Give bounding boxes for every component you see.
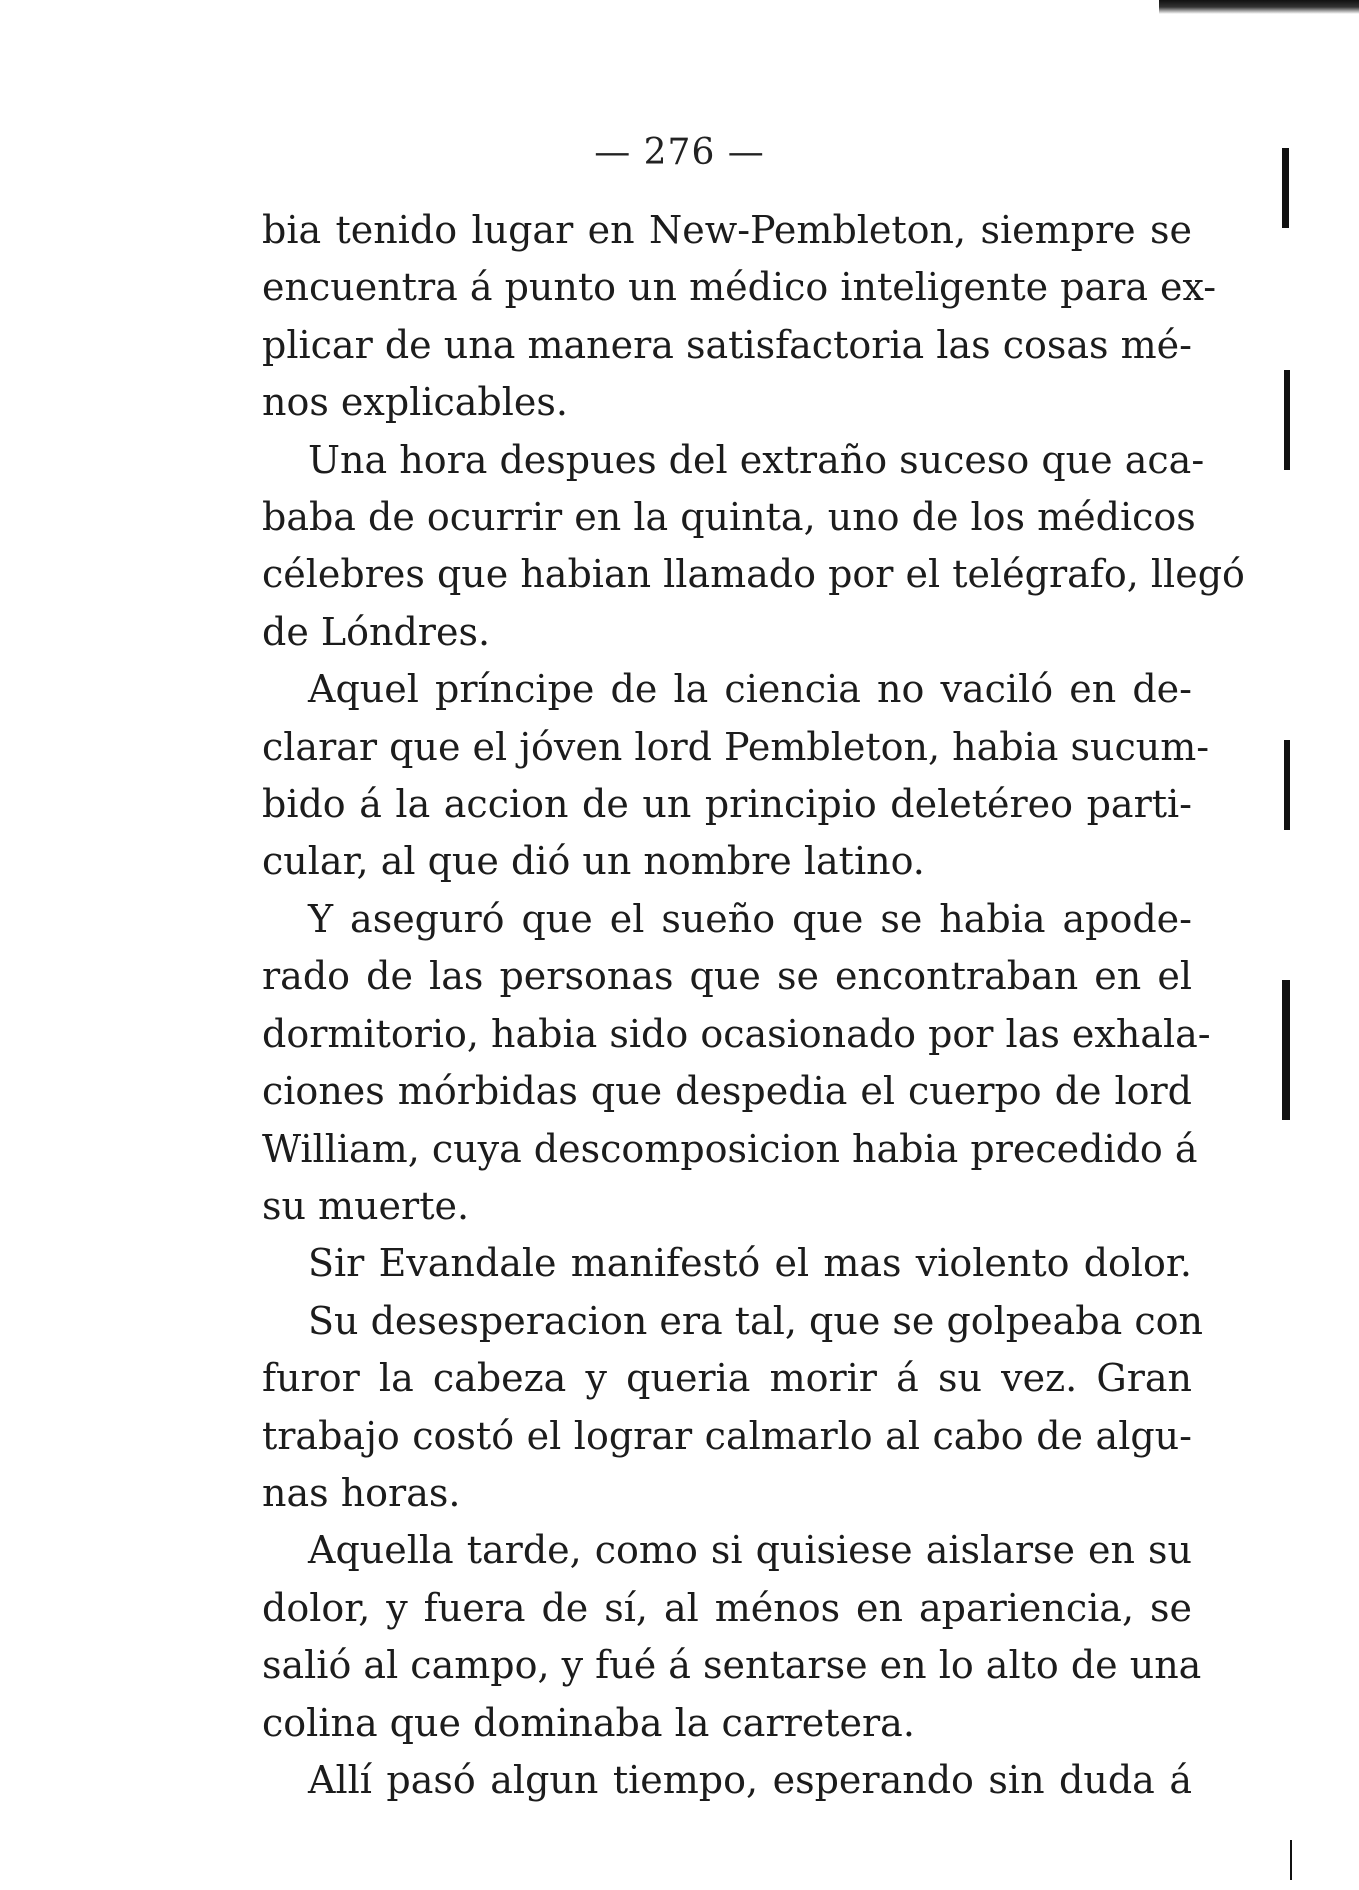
text-line: cular, al que dió un nombre latino. <box>262 839 925 884</box>
text-line: William, cuya descomposicion habia precedido á <box>262 1126 1198 1171</box>
text-line: nos explicables. <box>262 380 568 425</box>
page-number: — 276 — <box>594 132 765 173</box>
text-line: bia tenido lugar en New-Pembleton, siempre se <box>262 208 1192 252</box>
text-line: Aquella tarde, como si quisiese aislarse en su <box>308 1528 1192 1573</box>
scan-artifact <box>1290 1840 1292 1880</box>
text-line: plicar de una manera satisfactoria las cosas mé- <box>262 322 1192 367</box>
text-line: clarar que el jóven lord Pembleton, habia sucum- <box>262 724 1210 769</box>
text-line: Una hora despues del extraño suceso que aca- <box>308 437 1205 482</box>
body-text <box>262 202 1245 1809</box>
paragraph-1 <box>262 202 1217 432</box>
paragraph-8 <box>262 1752 1192 1809</box>
text-line: dormitorio, habia sido ocasionado por las exhala- <box>262 1011 1211 1056</box>
text-line: baba de ocurrir en la quinta, uno de los médicos <box>262 495 1196 540</box>
scan-edge-shadow <box>1159 0 1359 14</box>
scan-artifact <box>1284 370 1290 470</box>
text-line: Aquel príncipe de la ciencia no vaciló en de- <box>308 667 1192 712</box>
paragraph-6 <box>262 1293 1203 1523</box>
paragraph-2 <box>262 432 1245 662</box>
text-line: bido á la accion de un principio deletéreo parti- <box>262 782 1192 827</box>
text-line: encuentra á punto un médico inteligente para ex- <box>262 265 1217 310</box>
text-line: Sir Evandale manifestó el mas violento dolor. <box>308 1241 1192 1286</box>
text-line: nas horas. <box>262 1470 461 1515</box>
text-line: salió al campo, y fué á sentarse en lo alto de una <box>262 1643 1202 1688</box>
scan-artifact <box>1282 980 1290 1120</box>
text-line: dolor, y fuera de sí, al ménos en apariencia, se <box>262 1585 1192 1630</box>
text-line: furor la cabeza y queria morir á su vez. Gran <box>262 1356 1192 1401</box>
text-line: ciones mórbidas que despedia el cuerpo de lord <box>262 1069 1192 1114</box>
paragraph-4 <box>262 891 1211 1235</box>
paragraph-7 <box>262 1522 1202 1752</box>
text-line: colina que dominaba la carretera. <box>262 1700 915 1745</box>
scan-artifact <box>1282 148 1289 228</box>
text-line: trabajo costó el lograr calmarlo al cabo de algu- <box>262 1413 1192 1458</box>
text-line: Su desesperacion era tal, que se golpeaba con <box>308 1298 1203 1343</box>
text-line: Y aseguró que el sueño que se habia apode- <box>308 896 1192 941</box>
text-line: Allí pasó algun tiempo, esperando sin duda á <box>308 1757 1192 1802</box>
text-line: rado de las personas que se encontraban en el <box>262 954 1192 999</box>
text-line: de Lóndres. <box>262 609 491 654</box>
text-line: célebres que habian llamado por el telégrafo, llegó <box>262 552 1245 597</box>
text-line: su muerte. <box>262 1183 470 1228</box>
scan-artifact <box>1284 740 1290 830</box>
paragraph-5 <box>262 1235 1192 1292</box>
paragraph-3 <box>262 661 1210 891</box>
